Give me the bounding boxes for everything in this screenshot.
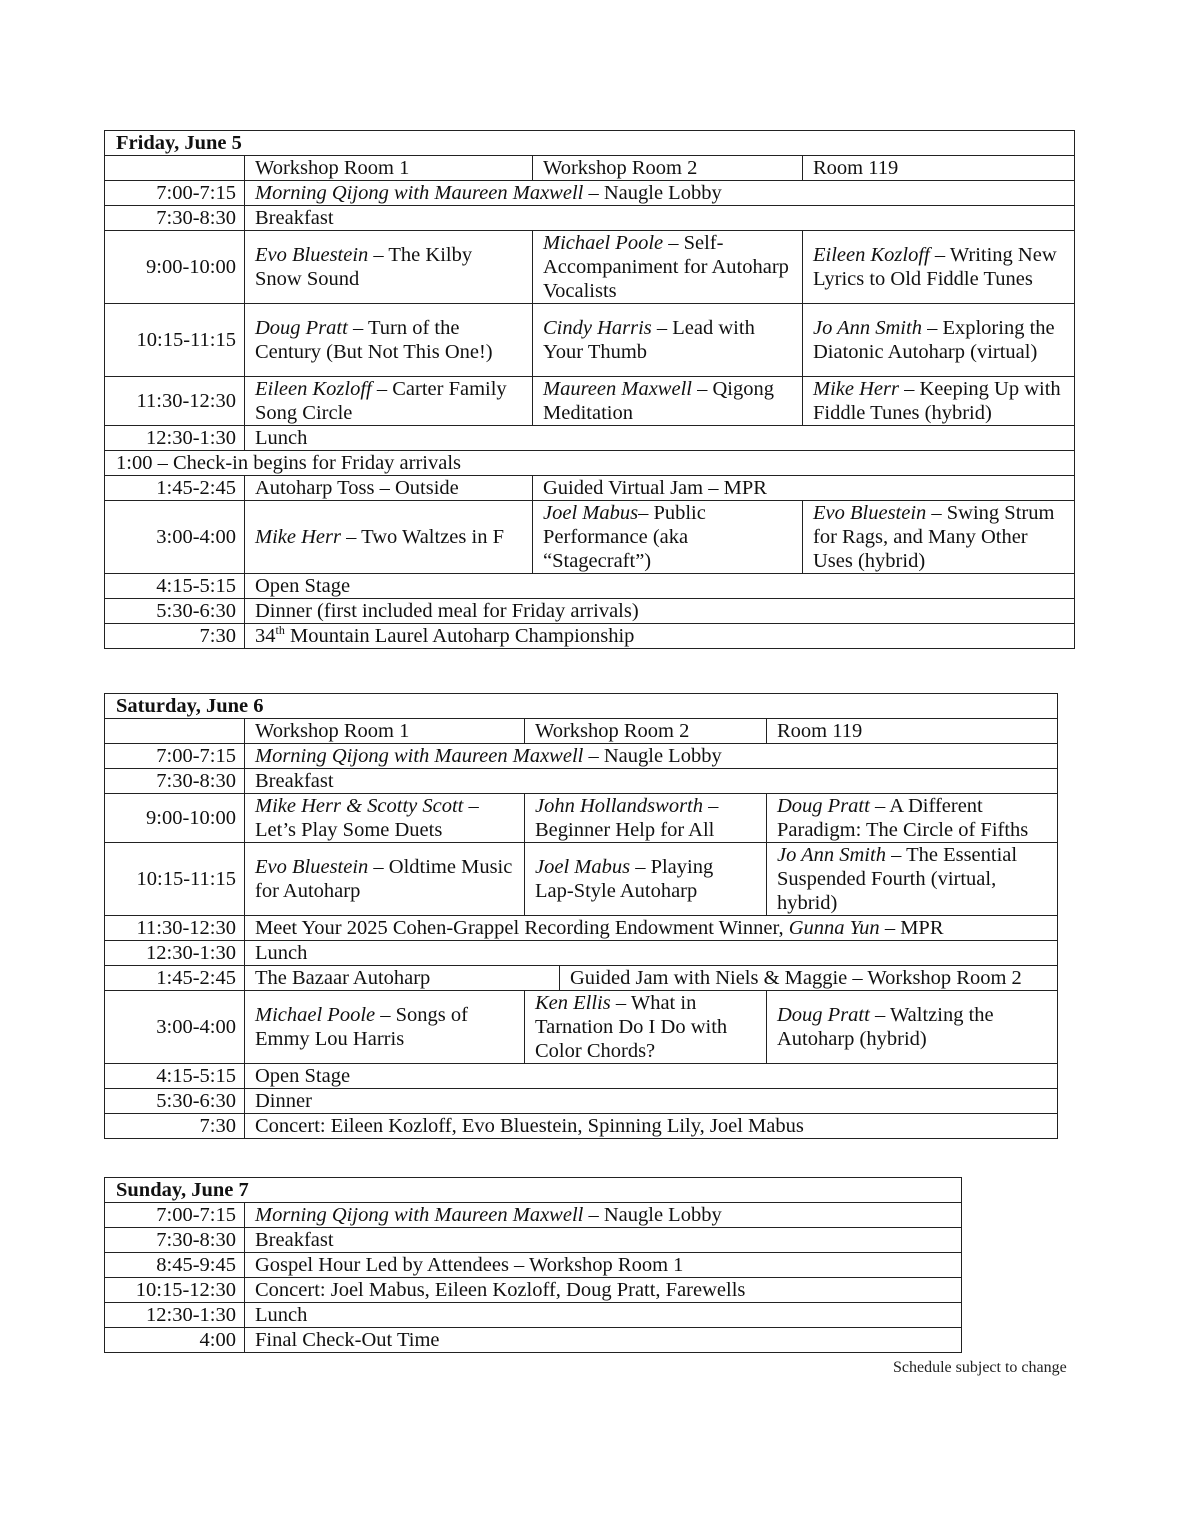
session-title: – Keeping Up with Fiddle Tunes (hybrid) — [813, 378, 1061, 424]
presenter: Evo Bluestein — [255, 856, 369, 878]
time-slot: 11:30-12:30 — [105, 377, 245, 426]
time-slot: 5:30-6:30 — [105, 599, 245, 624]
time-slot: 1:45-2:45 — [105, 476, 245, 501]
session-title: Mountain Laurel Autoharp Championship — [284, 625, 635, 647]
presenter: Evo Bluestein — [813, 502, 927, 524]
room-header: Workshop Room 2 — [525, 719, 767, 744]
time-slot: 12:30-1:30 — [105, 426, 245, 451]
session-title: – Writing New Lyrics to Old Fiddle Tunes — [813, 244, 1057, 290]
time-slot: 3:00-4:00 — [105, 501, 245, 574]
schedule-row — [105, 1278, 962, 1303]
session: Breakfast — [245, 769, 1058, 794]
schedule-row — [105, 1203, 962, 1228]
session: Dinner (first included meal for Friday arrivals) — [245, 599, 1075, 624]
presenter: Doug Pratt — [255, 317, 348, 339]
session-title: – Two Waltzes in F — [340, 526, 504, 548]
session: Final Check-Out Time — [245, 1328, 962, 1353]
presenter: Michael Poole — [543, 232, 664, 254]
session-title: – Qigong Meditation — [543, 378, 774, 424]
session-room-2 — [533, 231, 803, 304]
time-slot: 10:15-11:15 — [105, 843, 245, 916]
session-room-1 — [245, 304, 533, 377]
presenter: Mike Herr — [255, 526, 341, 548]
sunday-schedule-table — [104, 1177, 962, 1353]
room-header: Room 119 — [767, 719, 1058, 744]
time-slot: 4:15-5:15 — [105, 1064, 245, 1089]
session-room-119 — [767, 991, 1058, 1064]
session: Breakfast — [245, 1228, 962, 1253]
session-room-2 — [525, 991, 767, 1064]
presenter: Mike Herr — [813, 378, 899, 400]
session: Breakfast — [245, 206, 1075, 231]
presenter: Doug Pratt — [777, 1004, 870, 1026]
time-slot: 5:30-6:30 — [105, 1089, 245, 1114]
session: Gospel Hour Led by Attendees – Workshop Room 1 — [245, 1253, 962, 1278]
time-slot: 11:30-12:30 — [105, 916, 245, 941]
time-slot: 3:00-4:00 — [105, 991, 245, 1064]
session: Open Stage — [245, 1064, 1058, 1089]
session — [245, 624, 1075, 649]
session-title: – The Essential Suspended Fourth (virtual, hybrid) — [777, 844, 1018, 914]
session-room-2 — [533, 377, 803, 426]
time-slot: 7:30-8:30 — [105, 206, 245, 231]
session: Lunch — [245, 426, 1075, 451]
session-room-119 — [767, 794, 1058, 843]
presenter: Joel Mabus — [535, 856, 631, 878]
schedule-row — [105, 769, 1058, 794]
session-room-1: Autoharp Toss – Outside — [245, 476, 533, 501]
session: Lunch — [245, 1303, 962, 1328]
session-room-1 — [245, 991, 525, 1064]
session-room-1 — [245, 794, 525, 843]
session-title: Morning Qijong with Maureen Maxwell — [255, 182, 584, 204]
presenter: Evo Bluestein — [255, 244, 369, 266]
session-room-2 — [533, 304, 803, 377]
schedule-row — [105, 181, 1075, 206]
session: Concert: Joel Mabus, Eileen Kozloff, Doug Pratt, Farewells — [245, 1278, 962, 1303]
presenter: Eileen Kozloff — [813, 244, 930, 266]
session-left: The Bazaar Autoharp — [245, 966, 560, 990]
schedule-row — [105, 624, 1075, 649]
schedule-row — [105, 1253, 962, 1278]
room-header: Workshop Room 1 — [245, 719, 525, 744]
session-room-1 — [245, 377, 533, 426]
session-title: – Songs of Emmy Lou Harris — [255, 1004, 468, 1050]
presenter: Maureen Maxwell — [543, 378, 692, 400]
room-header-row — [105, 156, 1075, 181]
session-title: – Playing Lap-Style Autoharp — [535, 856, 714, 902]
time-slot: 7:30 — [105, 1114, 245, 1139]
session-room-2 — [525, 794, 767, 843]
session: Concert: Eileen Kozloff, Evo Bluestein, Spinning Lily, Joel Mabus — [245, 1114, 1058, 1139]
session: Open Stage — [245, 574, 1075, 599]
presenter: Eileen Kozloff — [255, 378, 372, 400]
schedule-row — [105, 501, 1075, 574]
session-title: – Beginner Help for All — [535, 795, 719, 841]
session: Dinner — [245, 1089, 1058, 1114]
schedule-row — [105, 304, 1075, 377]
time-slot: 8:45-9:45 — [105, 1253, 245, 1278]
session: Lunch — [245, 941, 1058, 966]
check-in-note: 1:00 – Check-in begins for Friday arrivals — [105, 451, 1075, 476]
session-title: – Lead with Your Thumb — [543, 317, 755, 363]
session-title: – Exploring the Diatonic Autoharp (virtual) — [813, 317, 1055, 363]
session-room-119 — [767, 843, 1058, 916]
presenter: Joel Mabus — [543, 502, 639, 524]
session-title: Morning Qijong with Maureen Maxwell — [255, 745, 584, 767]
time-slot: 12:30-1:30 — [105, 941, 245, 966]
session-location: – Naugle Lobby — [583, 745, 722, 767]
schedule-row — [105, 1064, 1058, 1089]
time-slot: 1:45-2:45 — [105, 966, 245, 991]
presenter: Jo Ann Smith — [777, 844, 886, 866]
schedule-row — [105, 1303, 962, 1328]
time-slot: 9:00-10:00 — [105, 231, 245, 304]
schedule-row — [105, 744, 1058, 769]
schedule-row — [105, 599, 1075, 624]
presenter: Mike Herr & Scotty Scott — [255, 795, 464, 817]
schedule-row — [105, 794, 1058, 843]
session-title: Morning Qijong with Maureen Maxwell — [255, 1204, 584, 1226]
schedule-row — [105, 966, 1058, 991]
room-header-row — [105, 719, 1058, 744]
day-heading: Saturday, June 6 — [105, 694, 1058, 719]
schedule-row — [105, 574, 1075, 599]
time-slot: 7:00-7:15 — [105, 744, 245, 769]
time-slot: 7:30-8:30 — [105, 769, 245, 794]
session-location: – MPR — [879, 917, 944, 939]
presenter: Ken Ellis — [535, 992, 611, 1014]
room-header: Workshop Room 1 — [245, 156, 533, 181]
session-room-1 — [245, 231, 533, 304]
ordinal-suffix: th — [275, 623, 285, 637]
schedule-row — [105, 231, 1075, 304]
schedule-row — [105, 1228, 962, 1253]
session-room-1 — [245, 843, 525, 916]
session-room-119 — [803, 501, 1075, 574]
schedule-row — [105, 843, 1058, 916]
room-header: Workshop Room 2 — [533, 156, 803, 181]
presenter: Gunna Yun — [788, 917, 880, 939]
schedule-row — [105, 206, 1075, 231]
session-room-2 — [525, 843, 767, 916]
session-title: – Swing Strum for Rags, and Many Other Uses (hybrid) — [813, 502, 1055, 572]
presenter: John Hollandsworth — [535, 795, 703, 817]
saturday-schedule-table — [104, 693, 1058, 1139]
session-title: – What in Tarnation Do I Do with Color Chords? — [535, 992, 728, 1062]
session-room-119 — [803, 231, 1075, 304]
session-title: – Public Performance (aka “Stagecraft”) — [543, 502, 706, 572]
session-right: Guided Jam with Niels & Maggie – Workshop Room 2 — [570, 967, 1022, 989]
schedule-row — [105, 916, 1058, 941]
time-slot: 4:15-5:15 — [105, 574, 245, 599]
note-row — [105, 451, 1075, 476]
time-slot: 7:00-7:15 — [105, 181, 245, 206]
session-title: – Oldtime Music for Autoharp — [255, 856, 513, 902]
time-slot: 10:15-11:15 — [105, 304, 245, 377]
session — [245, 916, 1058, 941]
session-room-2 — [533, 501, 803, 574]
session-title: – Carter Family Song Circle — [255, 378, 507, 424]
schedule-row — [105, 991, 1058, 1064]
session-room-1 — [245, 501, 533, 574]
split-session — [245, 966, 1058, 991]
schedule-row — [105, 1328, 962, 1353]
schedule-row — [105, 1089, 1058, 1114]
presenter: Doug Pratt — [777, 795, 870, 817]
session-location: – Naugle Lobby — [583, 1204, 722, 1226]
schedule-row — [105, 1114, 1058, 1139]
time-slot: 7:30-8:30 — [105, 1228, 245, 1253]
time-slot: 9:00-10:00 — [105, 794, 245, 843]
session-title: – Let’s Play Some Duets — [255, 795, 479, 841]
day-heading: Friday, June 5 — [105, 131, 1075, 156]
friday-schedule-table — [104, 130, 1075, 649]
session-room-119 — [803, 377, 1075, 426]
presenter: Cindy Harris — [543, 317, 652, 339]
schedule-row — [105, 426, 1075, 451]
time-slot: 4:00 — [105, 1328, 245, 1353]
session-title: – Waltzing the Autoharp (hybrid) — [777, 1004, 994, 1050]
session-location: – Naugle Lobby — [583, 182, 722, 204]
session-title: – Self-Accompaniment for Autoharp Vocalists — [543, 232, 789, 302]
schedule-footnote: Schedule subject to change — [893, 1359, 1067, 1376]
room-header: Room 119 — [803, 156, 1075, 181]
session-title: – The Kilby Snow Sound — [255, 244, 473, 290]
session-title: Meet Your 2025 Cohen-Grappel Recording Endowment Winner, — [255, 917, 789, 939]
time-slot: 7:00-7:15 — [105, 1203, 245, 1228]
session — [245, 1203, 962, 1228]
session-title: – A Different Paradigm: The Circle of Fifths — [777, 795, 1029, 841]
session-room-2-119: Guided Virtual Jam – MPR — [533, 476, 1075, 501]
session-title: – Turn of the Century (But Not This One!) — [255, 317, 493, 363]
session — [245, 181, 1075, 206]
time-slot: 12:30-1:30 — [105, 1303, 245, 1328]
session — [245, 744, 1058, 769]
presenter: Jo Ann Smith — [813, 317, 922, 339]
ordinal: 34 — [255, 625, 276, 647]
time-slot: 7:30 — [105, 624, 245, 649]
time-slot: 10:15-12:30 — [105, 1278, 245, 1303]
session-room-119 — [803, 304, 1075, 377]
schedule-row — [105, 476, 1075, 501]
schedule-row — [105, 377, 1075, 426]
day-heading: Sunday, June 7 — [105, 1178, 962, 1203]
presenter: Michael Poole — [255, 1004, 376, 1026]
schedule-row — [105, 941, 1058, 966]
